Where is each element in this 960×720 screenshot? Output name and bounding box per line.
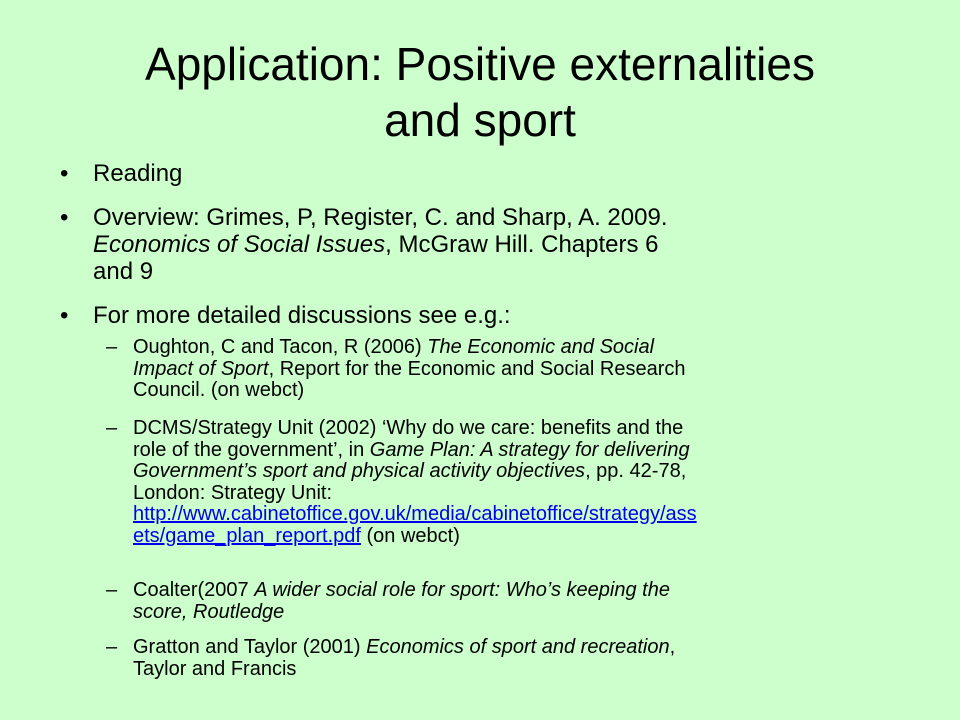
bullet-more-text: For more detailed discussions see e.g.:: [93, 302, 511, 329]
coalter-text-a: Coalter(2007: [133, 579, 255, 601]
link-line-2[interactable]: ets/game_plan_report.pdf: [133, 524, 361, 547]
overview-text-c: , McGraw Hill. Chapters 6: [385, 231, 659, 258]
overview-text-d: and 9: [93, 258, 154, 285]
oughton-text-d: Council. (on webct): [133, 379, 305, 401]
bullet-overview-text: [93, 204, 883, 285]
title-line-1: Application: Positive externalities: [145, 38, 815, 90]
oughton-text-a: Oughton, C and Tacon, R (2006): [133, 336, 428, 358]
title-line-2: and sport: [384, 94, 576, 146]
dash-glyph: –: [106, 579, 118, 601]
oughton-title-1: The Economic and Social: [427, 336, 655, 358]
bullet-glyph: •: [60, 160, 69, 187]
bullet-glyph: •: [60, 302, 69, 329]
dcms-text-g: (on webct): [360, 524, 460, 547]
dash-glyph: –: [106, 417, 118, 439]
dash-glyph: –: [106, 636, 118, 658]
bullet-glyph: •: [60, 204, 69, 231]
overview-text-a: Overview: Grimes, P, Register, C. and Sharp, A. 2009.: [93, 204, 668, 231]
dcms-text-a: DCMS/Strategy Unit (2002) ‘Why do we care: benefits and the: [133, 417, 684, 439]
dcms-text-e: , pp. 42-78,: [585, 460, 687, 482]
coalter-title-1: A wider social role for sport: Who’s keeping the: [254, 579, 670, 601]
coalter-title-2: score, Routledge: [133, 600, 285, 623]
dcms-text-b: role of the government’, in: [133, 438, 370, 461]
link-line-1[interactable]: http://www.cabinetoffice.gov.uk/media/cabinetoffice/strategy/ass: [133, 503, 697, 525]
dcms-text-f: London: Strategy Unit:: [133, 481, 333, 504]
gratton-title: Economics of sport and recreation: [366, 636, 670, 658]
slide-title: [60, 36, 900, 148]
gratton-text-d: Taylor and Francis: [133, 657, 297, 680]
ref-gratton-text: [133, 637, 909, 680]
gratton-text-c: ,: [669, 636, 676, 658]
ref-coalter-text: [133, 580, 909, 623]
bullet-reading-text: Reading: [93, 160, 183, 187]
dash-glyph: –: [106, 336, 118, 358]
ref-oughton-text: [133, 337, 909, 402]
dcms-title-2: Government’s sport and physical activity objectives: [133, 460, 586, 482]
ref-dcms-text: [133, 418, 909, 547]
gratton-text-a: Gratton and Taylor (2001): [133, 636, 367, 658]
overview-book-title: Economics of Social Issues: [93, 231, 386, 258]
oughton-title-2: Impact of Sport: [133, 357, 269, 380]
dcms-title-1: Game Plan: A strategy for delivering: [369, 438, 690, 461]
oughton-text-c: , Report for the Economic and Social Research: [268, 357, 686, 380]
